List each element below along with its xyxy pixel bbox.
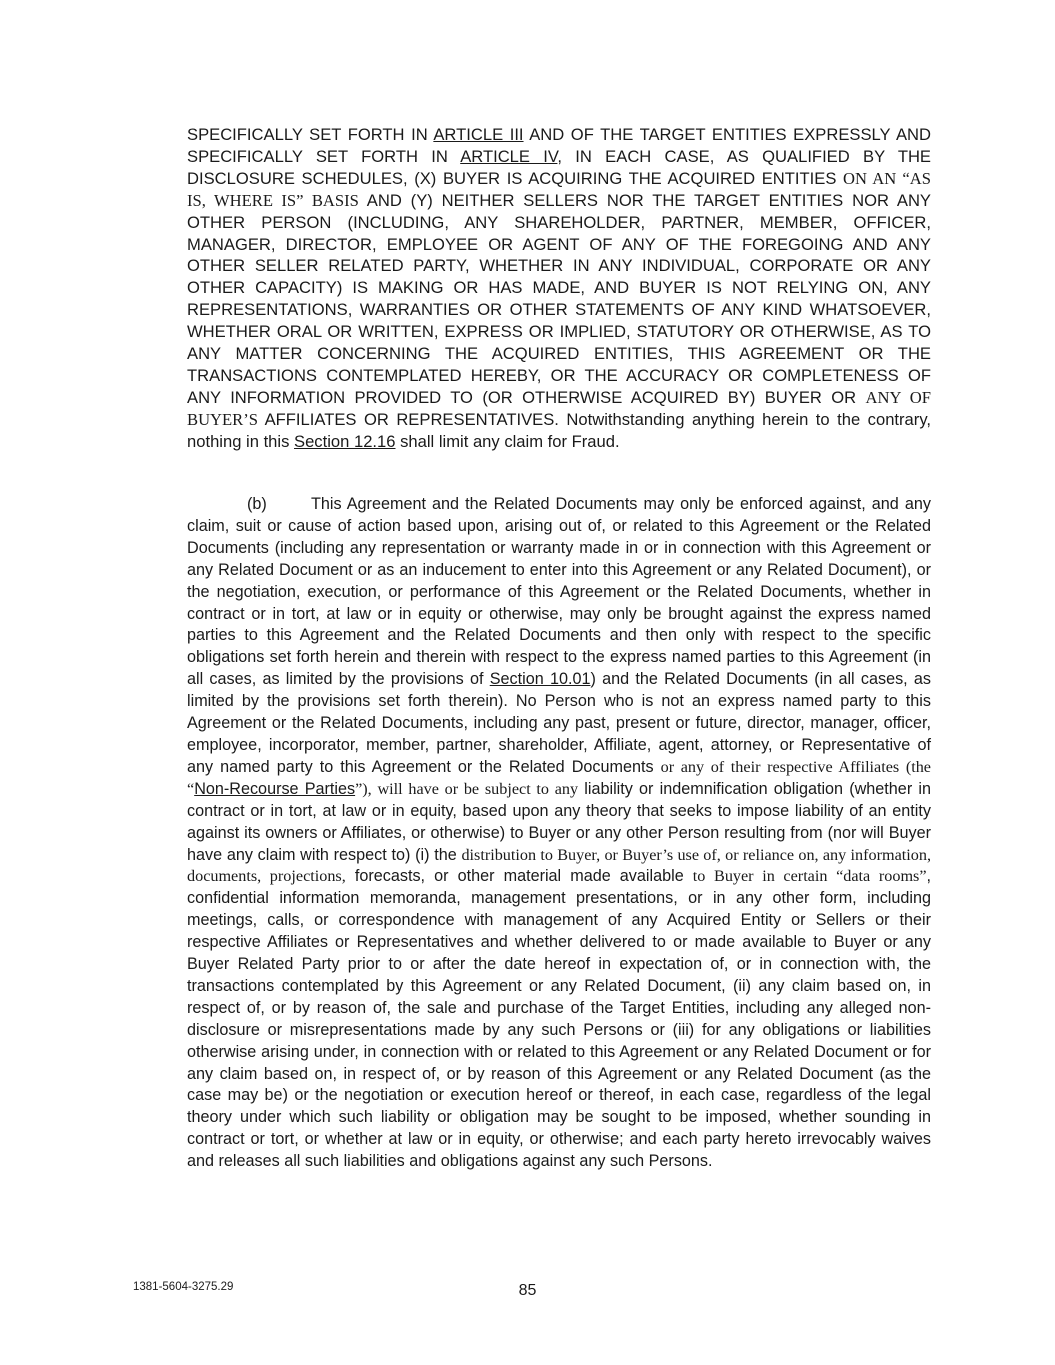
para-a-text-5: AND (Y) NEITHER SELLERS NOR THE TARGET ENTITIES NOR ANY OTHER PERSON (INCLUDING, ANY SHAREHOLDER, PARTNER, MEMBER, OFFICER, MANAGER, DIRECTOR, EMPLOYEE OR AGENT OF ANY OF THE FOREGOING AND ANY OTHER SELLER RELATED PARTY, WHETHER IN ANY INDIVIDUAL, CORPORATE OR ANY OTHER CAPACITY) IS MAKING OR HAS MADE, AND BUYER IS NOT RELYING ON, ANY REPRESENTATIONS, WARRANTIES OR OTHER STATEMENTS OF ANY KIND WHATSOEVER, WHETHER ORAL OR WRITTEN, EXPRESS OR IMPLIED, STATUTORY OR OTHERWISE, AS TO ANY MATTER CONCERNING THE ACQUIRED ENTITIES, THIS AGREEMENT OR THE TRANSACTIONS CONTEMPLATED HEREBY, OR THE ACCURACY OR COMPLETENESS OF ANY INFORMATION PROVIDED TO (OR OTHERWISE ACQUIRED BY) BUYER OR bbox=[187, 190, 931, 407]
para-a-text-1: SPECIFICALLY SET FORTH IN bbox=[187, 125, 434, 144]
section-12-16-reference: Section 12.16 bbox=[294, 431, 396, 451]
para-b-text-9: , confidential information memoranda, management presentations, or in any other form, including meetings, calls, or correspondence with management of any Acquired Entity or Sellers or their respective Affiliates or Representatives and whether delivered to or made available to Buyer or any Buyer Related Party prior to or after the date hereof in expectation of, or in connection with, the transactions contemplated by this Agreement or any Related Document, (ii) any claim based on, in respect of, or by reason of, the sale and purchase of the Target Entities, including any alleged non-disclosure or misrepresentations made by any such Persons or (iii) for any obligations or liabilities otherwise arising under, in connection with or related to this Agreement or any Related Document or for any claim based on, in respect of, or by reason of this Agreement or any Related Document (as the case may be) or the negotiation or execution hereof or thereof, in each case, regardless of the legal theory under which such liability or obligation may be sought to be imposed, whether sounding in contract or tort, or whether at law or in equity, or otherwise; and each party hereto irrevocably waives and releases all such liabilities and obligations against any such Persons. bbox=[187, 867, 932, 1171]
para-b-text-5: liability or indemnification obligation (whether in contract or in tort, at law or in equity, based upon any theory that seeks to impose liability of an entity against its owners or Affiliates, or otherwise) to Buyer or any other Person resulting from (nor will Buyer have any claim with respect to) (i) the bbox=[187, 779, 931, 864]
para-a-text-4: ON AN “AS IS, WHERE IS” BASIS bbox=[187, 168, 931, 210]
para-a-text-6: ANY OF BUYER’S bbox=[187, 387, 932, 429]
footer-document-id: 1381-5604-3275.29 bbox=[133, 1281, 234, 1293]
para-a-text-3: , IN EACH CASE, AS QUALIFIED BY THE DISCLOSURE SCHEDULES, (X) BUYER IS ACQUIRING THE ACQUIRED ENTITIES bbox=[187, 146, 932, 188]
section-10-01-reference: Section 10.01 bbox=[489, 670, 591, 689]
para-b-text-3: or any of their respective Affiliates (the “ bbox=[187, 757, 931, 798]
paragraph-disclaimer bbox=[187, 124, 931, 453]
para-b-text-1: This Agreement and the Related Documents may only be enforced against, and any claim, suit or cause of action based upon, arising out of, or related to this Agreement or the Related Documents (including any representation or warranty made in or in connection with this Agreement or any Related Document or as an inducement to enter into this Agreement or any Related Document), or the negotiation, execution, or performance of this Agreement or the Related Documents, whether in contract or in tort, at law or in equity or otherwise, may only be brought against the express named parties to this Agreement and the Related Documents and then only with respect to the specific obligations set forth herein and therein with respect to the express named parties to this Agreement (in all cases, as limited by the provisions of bbox=[187, 495, 931, 689]
page-number: 85 bbox=[518, 1282, 537, 1299]
paragraph-b-non-recourse bbox=[187, 494, 931, 1173]
paragraph-label: (b) bbox=[247, 495, 267, 513]
para-a-text-2: AND OF THE TARGET ENTITIES EXPRESSLY AND SPECIFICALLY SET FORTH IN bbox=[187, 125, 931, 166]
para-b-text-8: to Buyer in certain “data rooms” bbox=[692, 867, 927, 886]
para-b-text-7: forecasts, or other material made available bbox=[345, 867, 693, 886]
article-iii-reference: ARTICLE III bbox=[433, 125, 524, 144]
article-iv-reference: ARTICLE IV bbox=[460, 146, 558, 166]
non-recourse-parties-term: Non-Recourse Parties bbox=[194, 779, 356, 798]
para-a-text-8: shall limit any claim for Fraud. bbox=[395, 431, 620, 451]
para-b-text-4: ”), will have or be subject to any bbox=[355, 779, 579, 798]
para-b-text-2: ) and the Related Documents (in all cases, as limited by the provisions set forth therein). No Person who is not an express named party to this Agreement or the Related Documents, including any past, present or future, director, manager, officer, employee, incorporator, member, partner, shareholder, Affiliate, agent, attorney, or Representative of any named party to this Agreement or the Related Documents bbox=[187, 670, 931, 776]
para-a-text-7: AFFILIATES OR REPRESENTATIVES. Notwithstanding anything herein to the contrary, nothing in this bbox=[187, 409, 931, 451]
para-b-text-6: distribution to Buyer, or Buyer’s use of, or reliance on, any information, documents, projections, bbox=[187, 845, 931, 886]
